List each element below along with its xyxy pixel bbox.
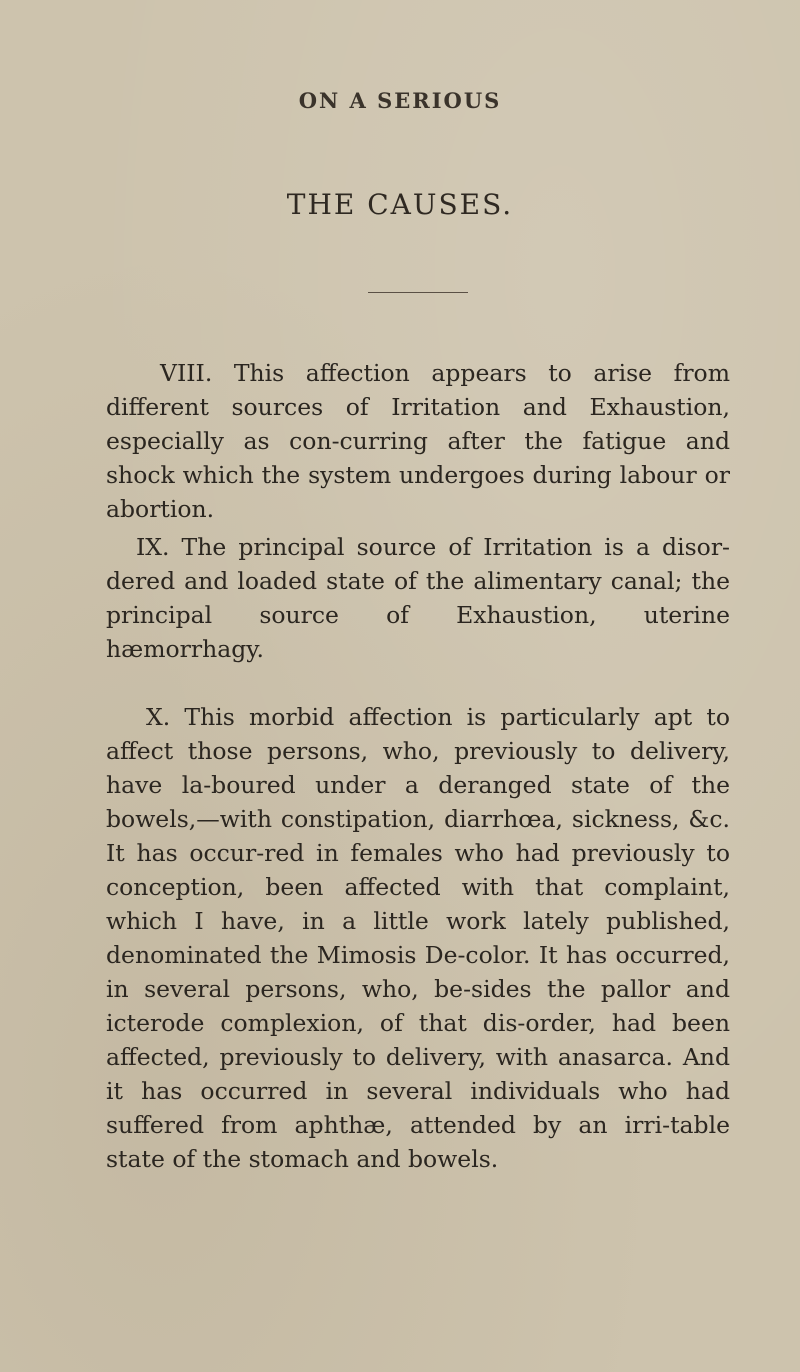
section-title: THE CAUSES. xyxy=(286,188,514,221)
running-head: ON A SERIOUS xyxy=(298,88,502,113)
paragraph-ix: IX. The principal source of Irritation is a disor-dered and loaded state of the alimentary canal; the principal source of Exhaustion, uterine hæmorrhagy. xyxy=(106,533,730,663)
paragraph-viii: VIII. This affection appears to arise from different sources of Irritation and Exhaustion, especially as con-curring after the fatigue and shock which the system undergoes during labour or abortion. xyxy=(106,359,730,523)
paragraph-x: X. This morbid affection is particularly apt to affect those persons, who, previously to delivery, have la-boured under a deranged state of the bowels,—with constipation, diarrhœa, sickness, &c. It has occur-red in females who had previously to conception, been affected with that complaint, which I have, in a little work lately published, denominated the Mimosis De-color. It has occurred, in several persons, who, be-sides the pallor and icterode complexion, of that dis-order, had been affected, previously to delivery, with anasarca. And it has occurred in several individuals who had suffered from aphthæ, attended by an irri-table state of the stomach and bowels. xyxy=(106,703,730,1173)
section-divider xyxy=(368,292,468,293)
